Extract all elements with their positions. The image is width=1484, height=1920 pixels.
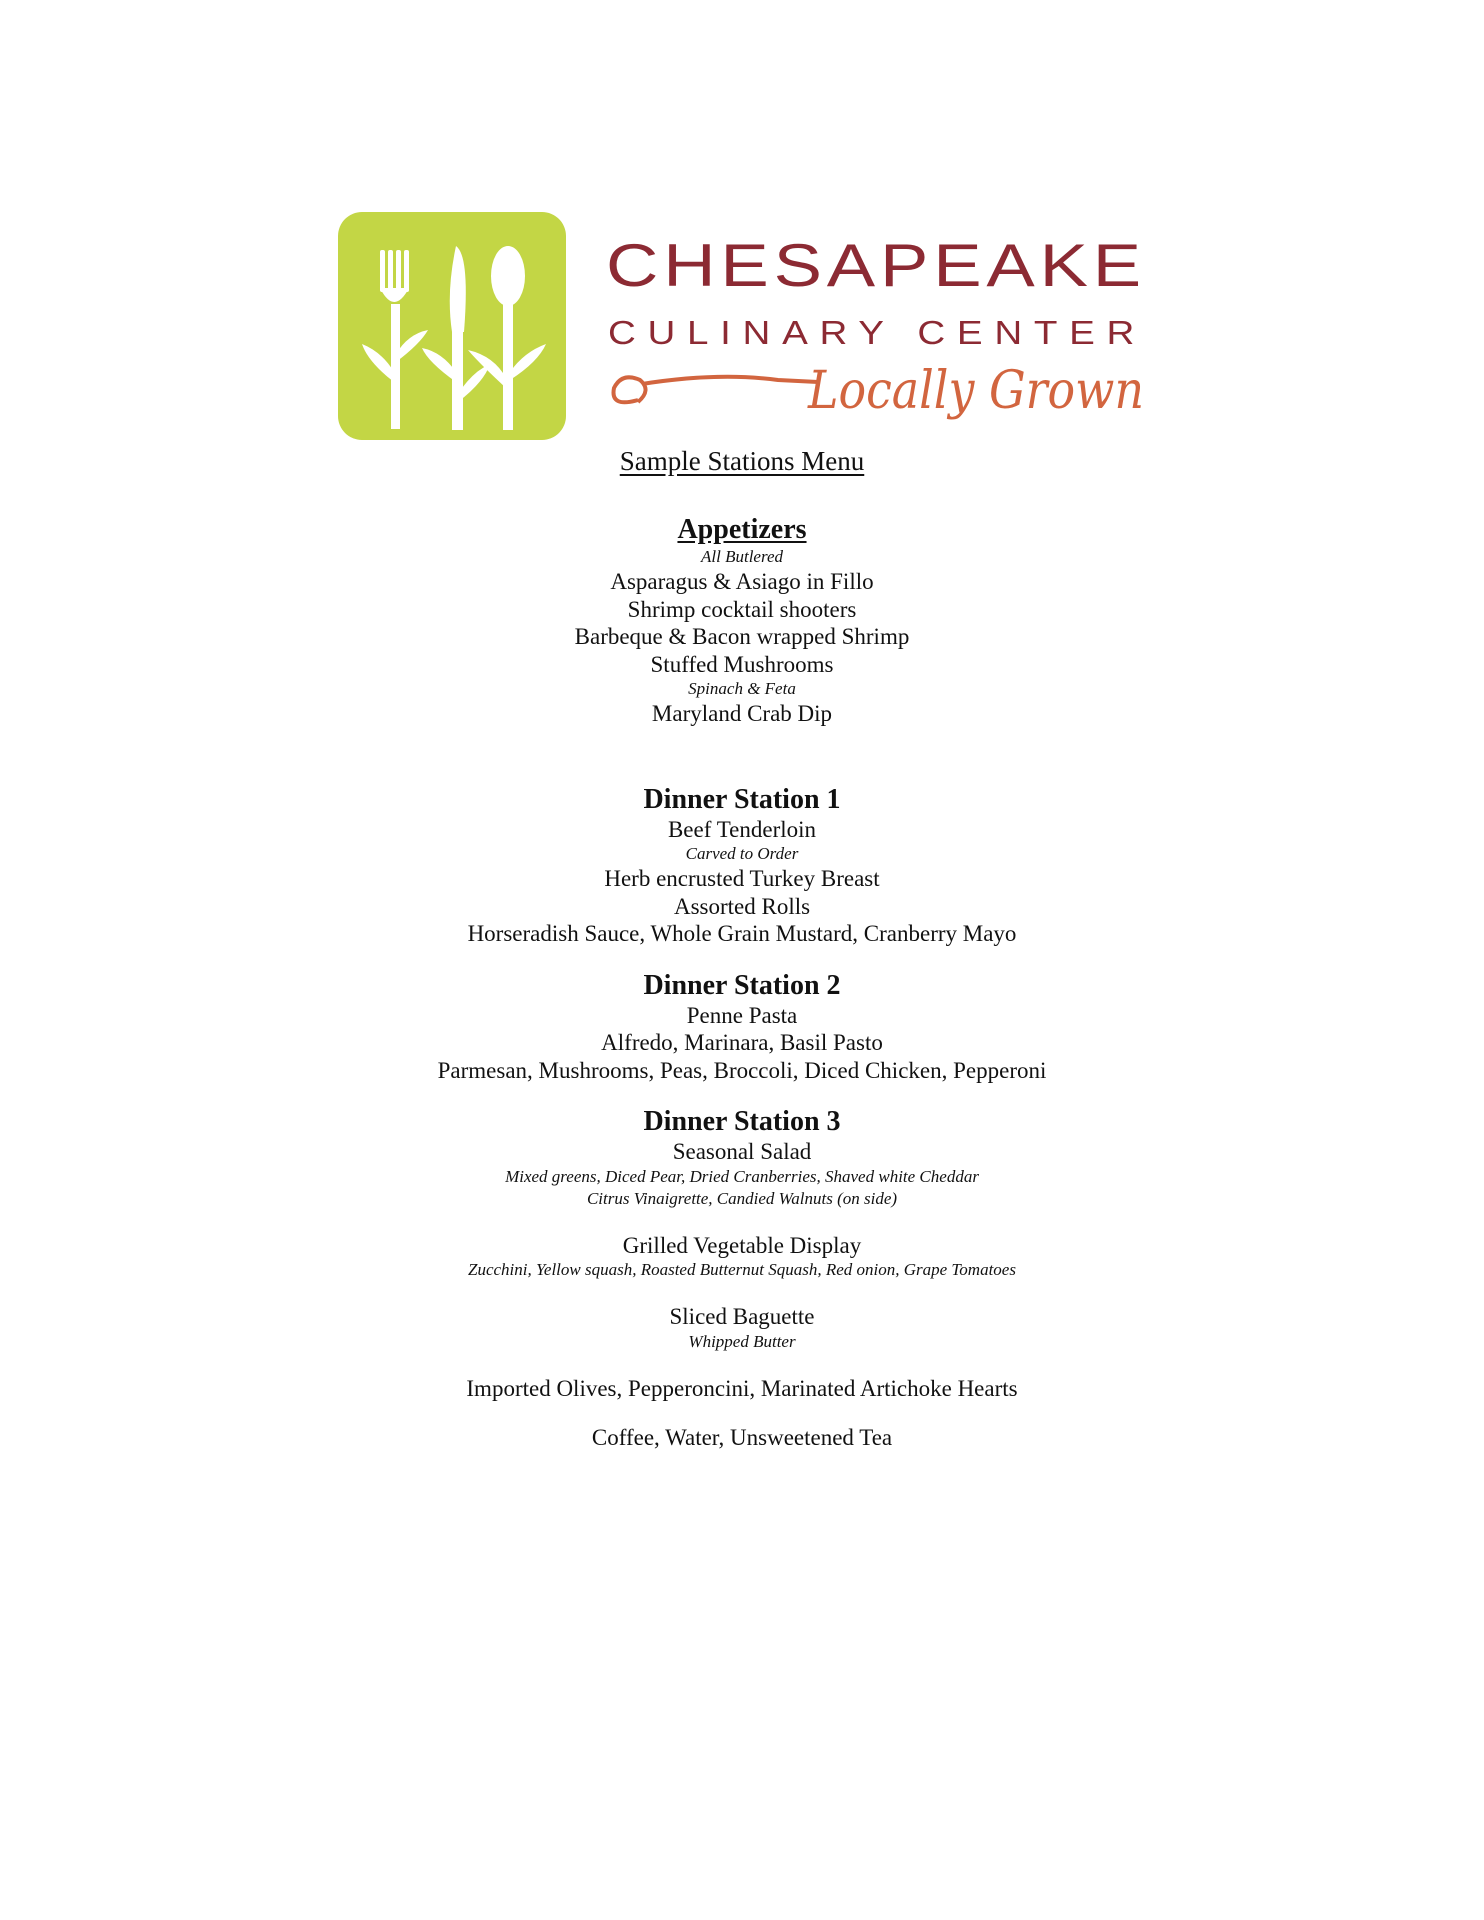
station-item: Coffee, Water, Unsweetened Tea xyxy=(591,1425,893,1450)
station-item-note: Whipped Butter xyxy=(688,1331,796,1351)
appetizer-item: Asparagus & Asiago in Fillo xyxy=(610,569,874,594)
station-item: Seasonal Salad xyxy=(672,1139,812,1164)
appetizer-item-note: Spinach & Feta xyxy=(688,679,796,698)
station-item: Assorted Rolls xyxy=(673,893,811,919)
logo-brand-line2: CULINARY CENTER xyxy=(608,314,1146,351)
appetizer-item: Shrimp cocktail shooters xyxy=(627,596,857,622)
station-heading: Dinner Station 1 xyxy=(643,783,841,815)
station-item: Herb encrusted Turkey Breast xyxy=(604,866,880,891)
station-item: Sliced Baguette xyxy=(669,1304,815,1329)
station-heading: Dinner Station 2 xyxy=(643,969,841,1001)
logo-brand-line1: CHESAPEAKE xyxy=(606,232,1146,299)
chesapeake-culinary-center-logo xyxy=(338,212,1148,442)
station-item: Parmesan, Mushrooms, Peas, Broccoli, Diced Chicken, Pepperoni xyxy=(437,1057,1047,1083)
appetizer-item: Stuffed Mushrooms xyxy=(650,651,834,677)
station-item: Imported Olives, Pepperoncini, Marinated Artichoke Hearts xyxy=(466,1375,1018,1401)
appetizers-note: All Butlered xyxy=(701,547,783,566)
station-item: Horseradish Sauce, Whole Grain Mustard, Cranberry Mayo xyxy=(467,921,1017,946)
station-item: Grilled Vegetable Display xyxy=(622,1232,862,1258)
appetizer-item: Maryland Crab Dip xyxy=(651,701,833,726)
station-item-note: Zucchini, Yellow squash, Roasted Butternut Squash, Red onion, Grape Tomatoes xyxy=(468,1260,1016,1279)
station-item-note: Mixed greens, Diced Pear, Dried Cranberries, Shaved white Cheddar xyxy=(505,1166,979,1186)
menu-title: Sample Stations Menu xyxy=(619,446,865,476)
menu-content xyxy=(0,444,1484,1452)
dinner-station-1 xyxy=(0,784,1484,948)
station-item: Beef Tenderloin xyxy=(667,816,817,842)
station-item: Alfredo, Marinara, Basil Pasto xyxy=(601,1030,883,1055)
appetizers-section xyxy=(0,514,1484,728)
station-item-note: Carved to Order xyxy=(685,844,799,863)
dinner-station-3 xyxy=(0,1106,1484,1452)
station-heading: Dinner Station 3 xyxy=(643,1106,841,1137)
logo-swirl xyxy=(614,377,819,402)
logo-tagline: Locally Grown xyxy=(807,361,1144,421)
station-item-note: Citrus Vinaigrette, Candied Walnuts (on side) xyxy=(586,1188,898,1208)
station-item: Penne Pasta xyxy=(686,1002,798,1028)
appetizer-item: Barbeque & Bacon wrapped Shrimp xyxy=(574,624,910,649)
appetizers-heading: Appetizers xyxy=(677,514,807,545)
dinner-station-2 xyxy=(0,970,1484,1085)
